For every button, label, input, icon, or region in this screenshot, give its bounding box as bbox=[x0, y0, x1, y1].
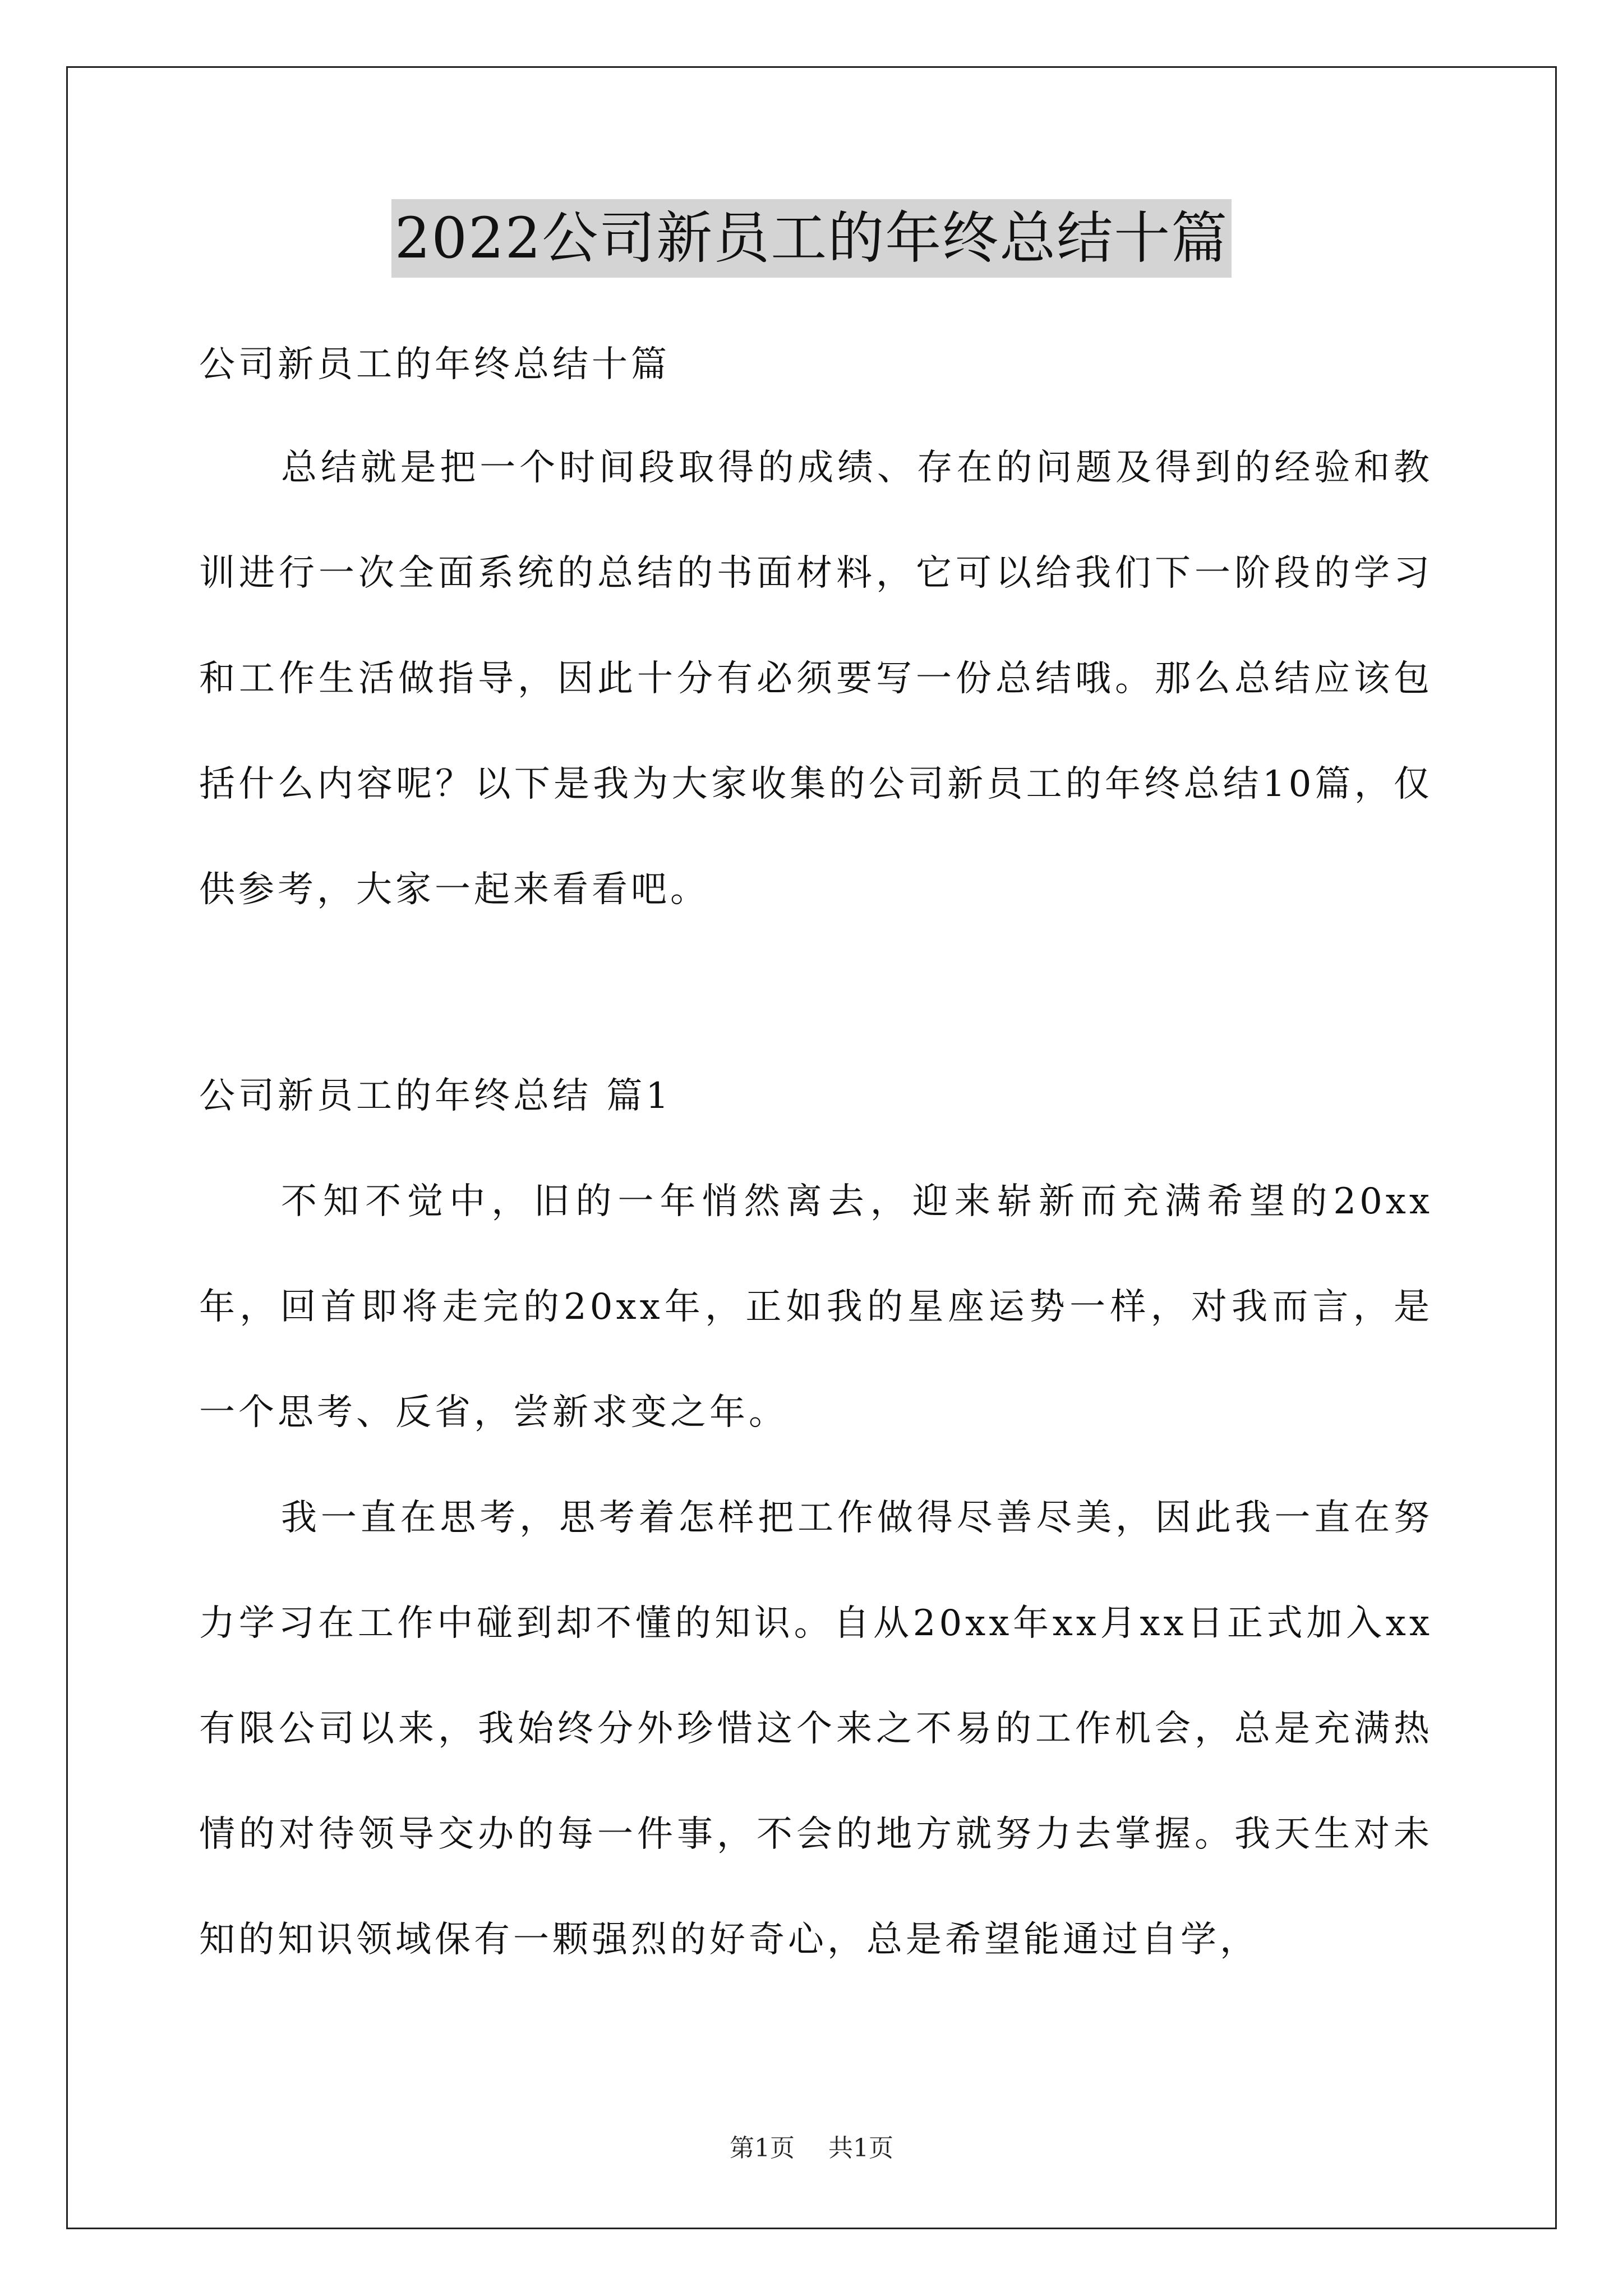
document-subtitle: 公司新员工的年终总结十篇 bbox=[199, 344, 670, 385]
page-number: 第1页 bbox=[730, 2134, 795, 2162]
body-paragraph: 不知不觉中，旧的一年悄然离去，迎来崭新而充满希望的20xx年，回首即将走完的20xx年，正如我的星座运势一样，对我而言，是一个思考、反省，尝新求变之年。 bbox=[199, 1181, 1433, 1433]
body-paragraph: 我一直在思考，思考着怎样把工作做得尽善尽美，因此我一直在努力学习在工作中碰到却不懂的知识。自从20xx年xx月xx日正式加入xx有限公司以来，我始终分外珍惜这个来之不易的工作机会，总是充满热情的对待领导交办的每一件事，不会的地方就努力去掌握。我天生对未知的知识领域保有一颗强烈的好奇心，总是希望能通过自学， bbox=[199, 1497, 1433, 1961]
page-total: 共1页 bbox=[828, 2134, 893, 2162]
intro-paragraph: 总结就是把一个时间段取得的成绩、存在的问题及得到的经验和教训进行一次全面系统的总结的书面材料，它可以给我们下一阶段的学习和工作生活做指导，因此十分有必须要写一份总结哦。那么总结应该包括什么内容呢？以下是我为大家收集的公司新员工的年终总结10篇，仅供参考，大家一起来看看吧。 bbox=[199, 447, 1433, 910]
page-footer bbox=[0, 2132, 1623, 2165]
document-body bbox=[199, 314, 1433, 1993]
document-title: 2022公司新员工的年终总结十篇 bbox=[391, 199, 1232, 278]
section-heading: 公司新员工的年终总结 篇1 bbox=[199, 1075, 672, 1117]
title-container bbox=[0, 199, 1623, 278]
